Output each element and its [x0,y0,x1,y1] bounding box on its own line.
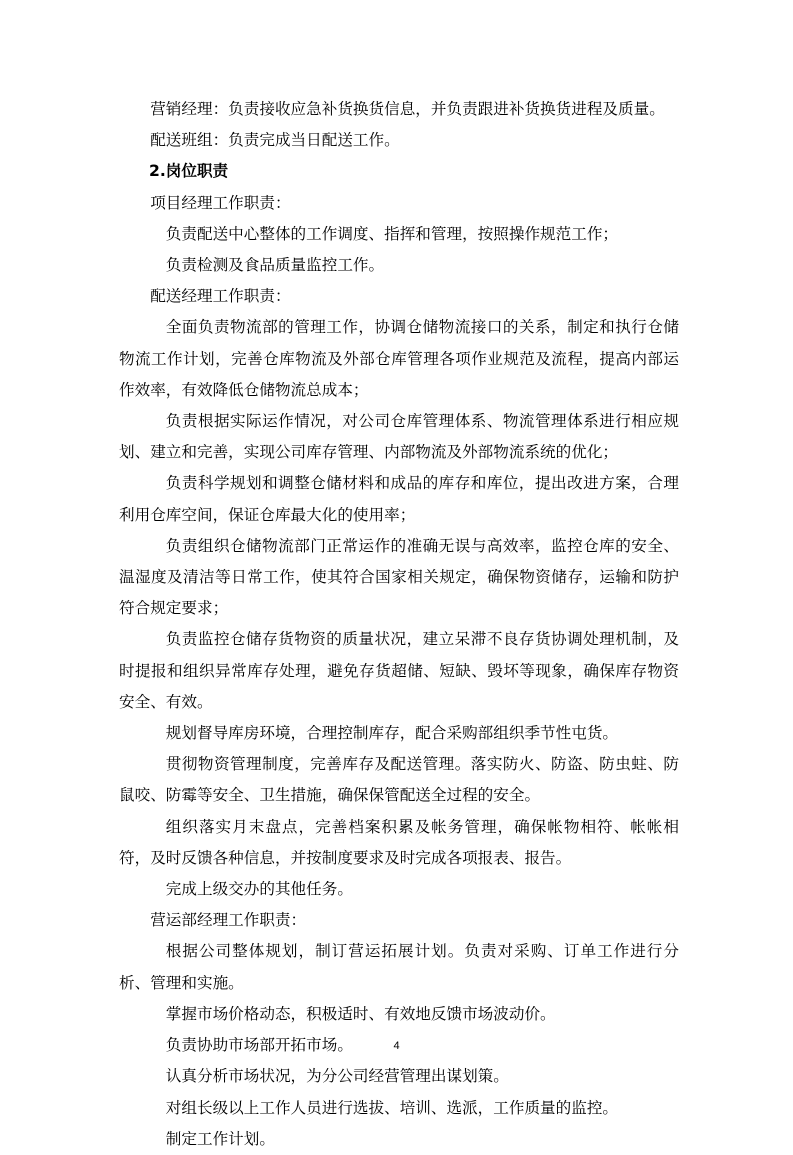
paragraph-delivery-manager-duty-6: 规划督导库房环境，合理控制库存，配合采购部组织季节性屯货。 [165,724,619,743]
paragraph-delivery-manager-duty-4: 负责组织仓储物流部门正常运作的准确无误与高效率，监控仓库的安全、温湿度及清洁等日常工作，使其符合国家相关规定，确保物资储存，运输和防护符合规定要求； [119,536,679,618]
page-number: 4 [393,1040,400,1052]
document-body [119,94,679,1155]
paragraph-operations-manager-duty-4: 认真分析市场状况，为分公司经营管理出谋划策。 [165,1067,509,1086]
paragraph-marketing-manager: 营销经理：负责接收应急补货换货信息，并负责跟进补货换货进程及质量。 [150,100,665,118]
paragraph-operations-manager-duty-5: 对组长级以上工作人员进行选拔、培训、选派，工作质量的监控。 [165,1098,619,1117]
paragraph-delivery-manager-title: 配送经理工作职责： [150,287,291,306]
paragraph-delivery-manager-duty-8: 组织落实月末盘点，完善档案积累及帐务管理，确保帐物相符、帐帐相符，及时反馈各种信息，并按制度要求及时完成各项报表、报告。 [119,817,679,867]
paragraph-delivery-manager-duty-2: 负责根据实际运作情况，对公司仓库管理体系、物流管理体系进行相应规划、建立和完善，实现公司库存管理、内部物流及外部物流系统的优化； [119,412,679,462]
paragraph-operations-manager-duty-2: 掌握市场价格动态，积极适时、有效地反馈市场波动价。 [165,1004,556,1023]
paragraph-operations-manager-duty-3: 负责协助市场部开拓市场。 [165,1036,353,1055]
paragraph-delivery-manager-duty-1: 全面负责物流部的管理工作，协调仓储物流接口的关系，制定和执行仓储物流工作计划，完善仓库物流及外部仓库管理各项作业规范及流程，提高内部运作效率，有效降低仓储物流总成本； [119,318,679,399]
section-heading-job-duties: 2.岗位职责 [149,162,229,181]
paragraph-delivery-manager-duty-9: 完成上级交办的其他任务。 [165,880,353,899]
paragraph-operations-manager-title: 营运部经理工作职责： [150,911,307,930]
paragraph-delivery-manager-duty-5: 负责监控仓储存货物资的质量状况，建立呆滞不良存货协调处理机制，及时提报和组织异常库存处理，避免存货超储、短缺、毁坏等现象，确保库存物资安全、有效。 [119,630,679,711]
paragraph-operations-manager-duty-6: 制定工作计划。 [165,1129,275,1148]
paragraph-operations-manager-duty-1: 根据公司整体规划，制订营运拓展计划。负责对采购、订单工作进行分析、管理和实施。 [119,942,679,992]
paragraph-project-manager-duty-1: 负责配送中心整体的工作调度、指挥和管理，按照操作规范工作； [165,224,619,243]
paragraph-delivery-manager-duty-7: 贯彻物资管理制度，完善库存及配送管理。落实防火、防盗、防虫蛀、防鼠咬、防霉等安全、卫生措施，确保保管配送全过程的安全。 [119,755,679,805]
paragraph-project-manager-duty-2: 负责检测及食品质量监控工作。 [165,256,385,275]
paragraph-project-manager-title: 项目经理工作职责： [150,193,291,212]
paragraph-delivery-team: 配送班组：负责完成当日配送工作。 [150,131,400,150]
paragraph-delivery-manager-duty-3: 负责科学规划和调整仓储材料和成品的库存和库位，提出改进方案，合理利用仓库空间，保证仓库最大化的使用率； [119,474,679,524]
